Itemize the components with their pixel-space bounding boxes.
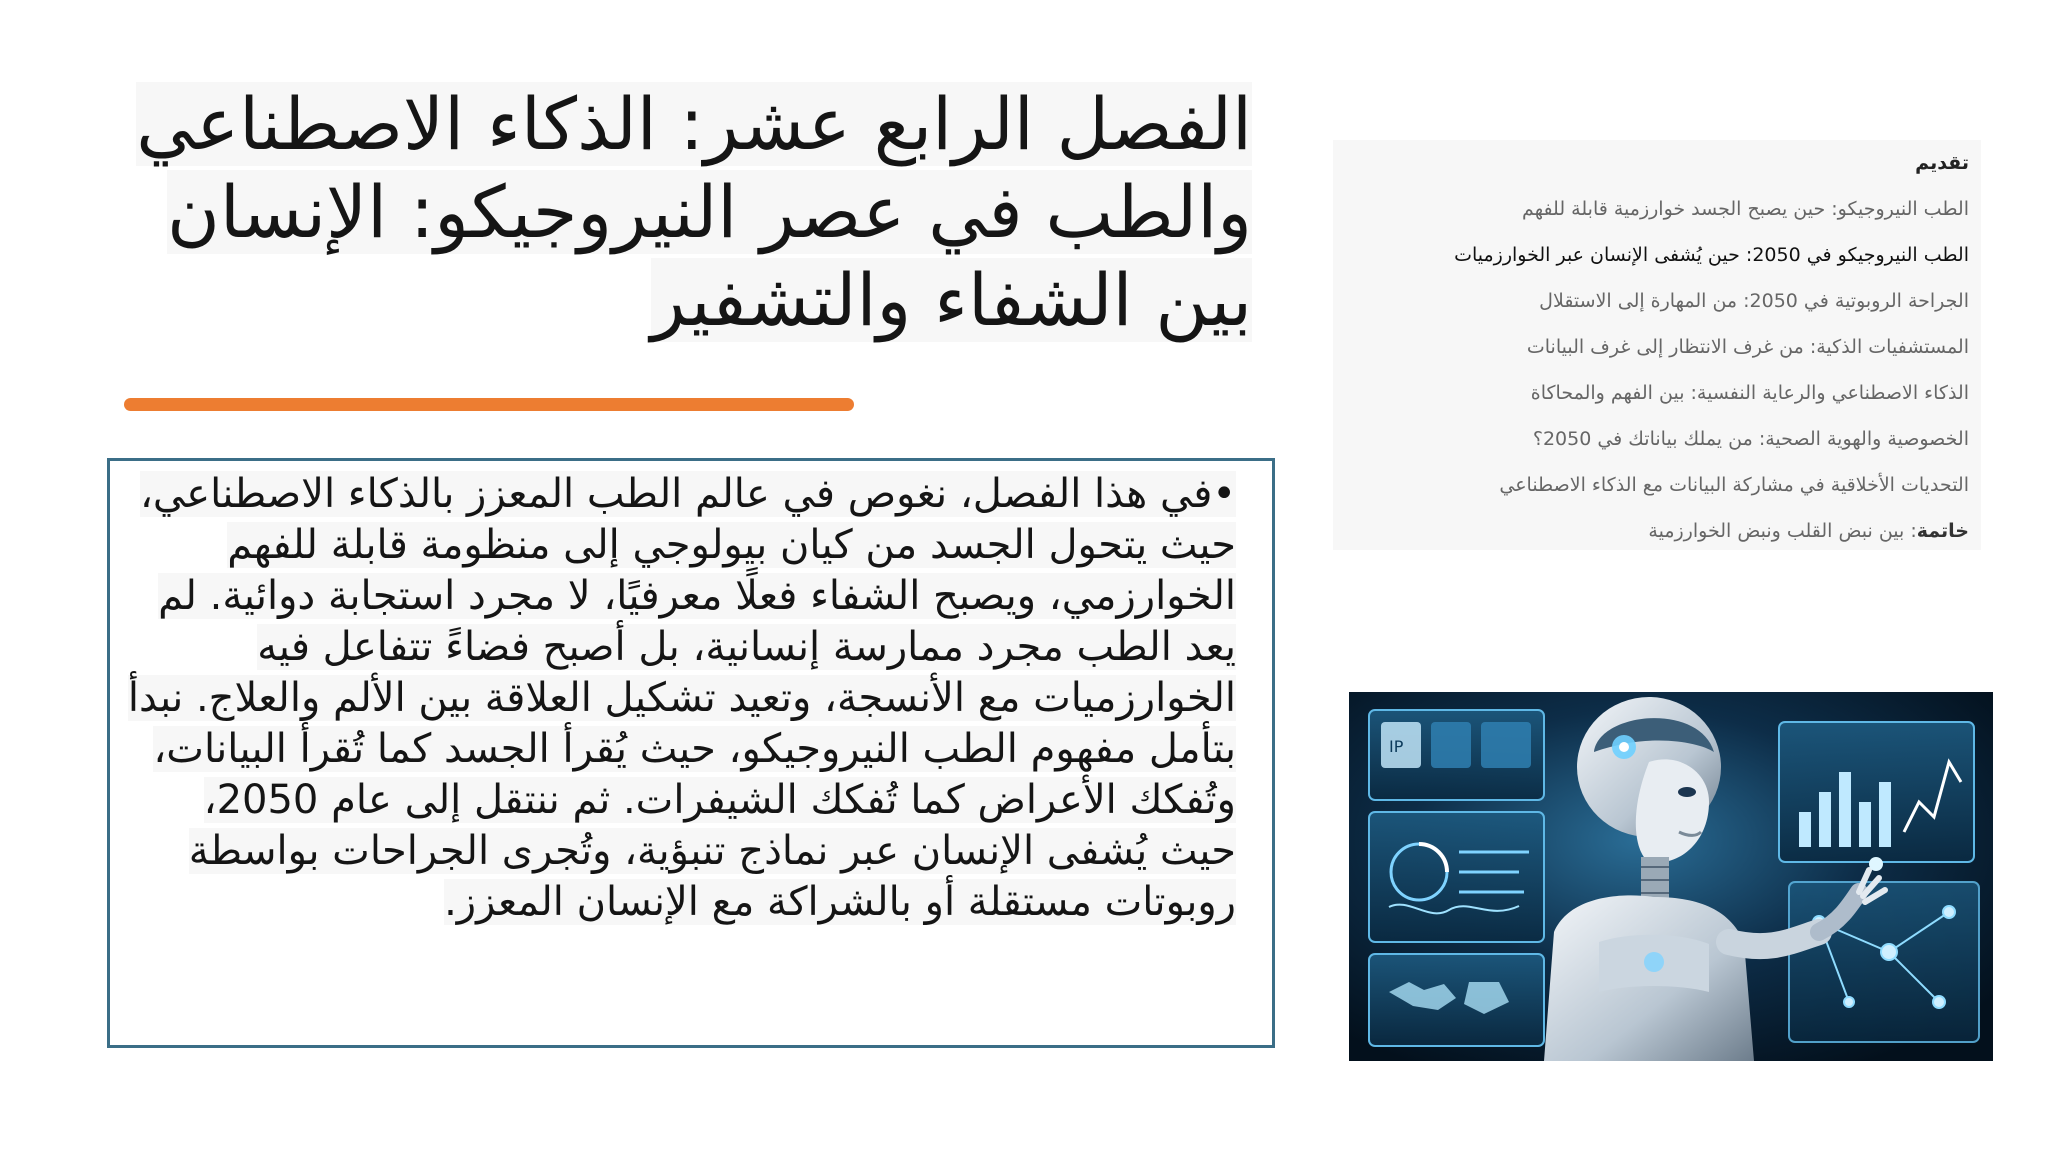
toc-closing-prefix: خاتمة bbox=[1916, 520, 1969, 542]
toc-item: الطب النيروجيكو في 2050: حين يُشفى الإنسان عبر الخوارزميات bbox=[1454, 244, 1969, 266]
slide-title bbox=[122, 80, 1252, 344]
toc-item: الطب النيروجيكو: حين يصبح الجسد خوارزمية قابلة للفهم bbox=[1522, 198, 1969, 220]
toc-item: الجراحة الروبوتية في 2050: من المهارة إلى الاستقلال bbox=[1539, 290, 1969, 312]
toc-item: التحديات الأخلاقية في مشاركة البيانات مع الذكاء الاصطناعي bbox=[1499, 474, 1969, 496]
ai-robot-illustration-icon bbox=[1349, 692, 1993, 1061]
toc-closing-text: : بين نبض القلب ونبض الخوارزمية bbox=[1648, 520, 1917, 542]
body-paragraph-text: •في هذا الفصل، نغوص في عالم الطب المعزز بالذكاء الاصطناعي، حيث يتحول الجسد من كيان بيولوجي إلى منظومة قابلة للفهم الخوارزمي، ويصبح الشفاء فعلًا معرفيًا، لا مجرد استجابة دوائية. لم يعد الطب مجرد ممارسة إنسانية، بل أصبح فضاءً تتفاعل فيه الخوارزميات مع الأنسجة، وتعيد تشكيل العلاقة بين الألم والعلاج. نبدأ بتأمل مفهوم الطب النيروجيكو، حيث يُقرأ الجسد كما تُقرأ البيانات، وتُفكك الأعراض كما تُفكك الشيفرات. ثم ننتقل إلى عام 2050، حيث يُشفى الإنسان عبر نماذج تنبؤية، وتُجرى الجراحات بواسطة روبوتات مستقلة أو بالشراكة مع الإنسان المعزز. bbox=[127, 471, 1236, 925]
body-paragraph bbox=[126, 469, 1236, 928]
toc-heading: تقديم bbox=[1915, 152, 1969, 174]
toc-item: المستشفيات الذكية: من غرف الانتظار إلى غرف البيانات bbox=[1526, 336, 1969, 358]
slide-title-text: الفصل الرابع عشر: الذكاء الاصطناعي والطب في عصر النيروجيكو: الإنسان بين الشفاء والتشفير bbox=[136, 82, 1252, 342]
ai-robot-image bbox=[1349, 692, 1993, 1061]
title-underline-accent bbox=[124, 398, 854, 411]
toc-item: الذكاء الاصطناعي والرعاية النفسية: بين الفهم والمحاكاة bbox=[1530, 382, 1969, 404]
panel-label: IP bbox=[1389, 737, 1404, 756]
body-text-box[interactable] bbox=[107, 458, 1275, 1048]
toc-closing bbox=[1333, 508, 1969, 554]
table-of-contents bbox=[1333, 140, 1981, 550]
toc-item: الخصوصية والهوية الصحية: من يملك بياناتك في 2050؟ bbox=[1532, 428, 1969, 450]
